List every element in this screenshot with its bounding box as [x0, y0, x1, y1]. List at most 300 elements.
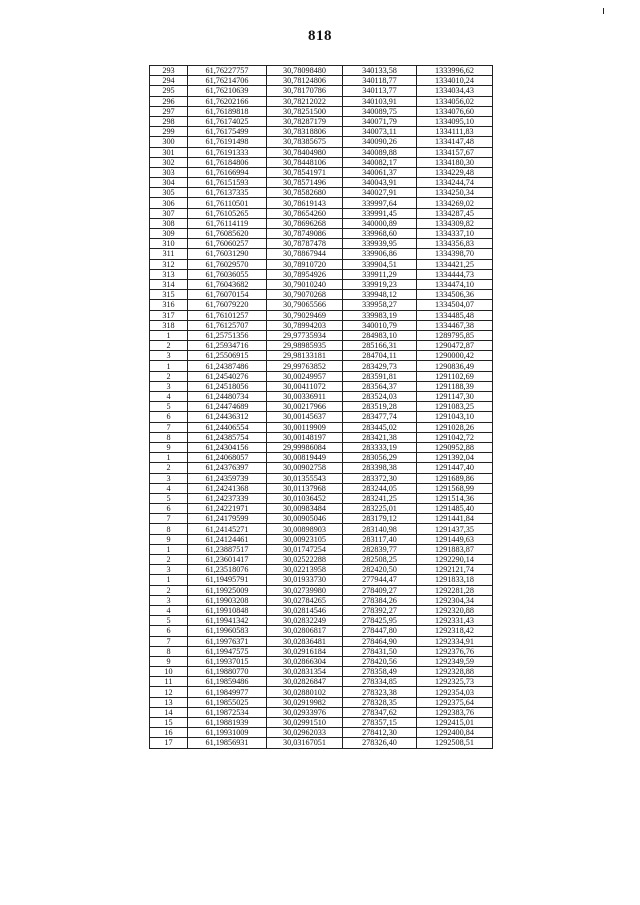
- table-row: [150, 137, 493, 147]
- x-coordinate-cell: 340133,58: [343, 66, 417, 76]
- y-coordinate-cell: 1334269,02: [417, 198, 493, 208]
- point-number-cell: 2: [150, 371, 188, 381]
- table-row: [150, 86, 493, 96]
- x-coordinate-cell: 283244,05: [343, 483, 417, 493]
- table-row: [150, 493, 493, 503]
- longitude-cell: 30,78954926: [267, 269, 343, 279]
- point-number-cell: 317: [150, 310, 188, 320]
- latitude-cell: 61,25506915: [188, 351, 267, 361]
- latitude-cell: 61,19881939: [188, 718, 267, 728]
- x-coordinate-cell: 278323,38: [343, 687, 417, 697]
- x-coordinate-cell: 278409,27: [343, 585, 417, 595]
- longitude-cell: 30,78619143: [267, 198, 343, 208]
- point-number-cell: 6: [150, 504, 188, 514]
- longitude-cell: 30,02991510: [267, 718, 343, 728]
- table-row: [150, 330, 493, 340]
- y-coordinate-cell: 1291147,30: [417, 392, 493, 402]
- longitude-cell: 30,02213958: [267, 565, 343, 575]
- table-row: [150, 707, 493, 717]
- table-row: [150, 565, 493, 575]
- point-number-cell: 1: [150, 361, 188, 371]
- point-number-cell: 9: [150, 442, 188, 452]
- x-coordinate-cell: 339906,86: [343, 249, 417, 259]
- point-number-cell: 315: [150, 290, 188, 300]
- longitude-cell: 30,02832249: [267, 616, 343, 626]
- y-coordinate-cell: 1291883,87: [417, 544, 493, 554]
- table-row: [150, 239, 493, 249]
- point-number-cell: 5: [150, 402, 188, 412]
- x-coordinate-cell: 340000,89: [343, 218, 417, 228]
- x-coordinate-cell: 278328,35: [343, 697, 417, 707]
- point-number-cell: 300: [150, 137, 188, 147]
- x-coordinate-cell: 340118,77: [343, 76, 417, 86]
- x-coordinate-cell: 340027,91: [343, 188, 417, 198]
- table-row: [150, 361, 493, 371]
- x-coordinate-cell: 278412,30: [343, 728, 417, 738]
- table-row: [150, 198, 493, 208]
- y-coordinate-cell: 1334398,70: [417, 249, 493, 259]
- latitude-cell: 61,76137335: [188, 188, 267, 198]
- latitude-cell: 61,76210639: [188, 86, 267, 96]
- y-coordinate-cell: 1334444,73: [417, 269, 493, 279]
- table-row: [150, 269, 493, 279]
- table-row: [150, 116, 493, 126]
- table-row: [150, 453, 493, 463]
- latitude-cell: 61,19880770: [188, 667, 267, 677]
- latitude-cell: 61,24376397: [188, 463, 267, 473]
- y-coordinate-cell: 1292415,01: [417, 718, 493, 728]
- x-coordinate-cell: 339919,23: [343, 279, 417, 289]
- table-row: [150, 463, 493, 473]
- table-row: [150, 514, 493, 524]
- longitude-cell: 30,01137968: [267, 483, 343, 493]
- table-row: [150, 147, 493, 157]
- longitude-cell: 30,78910720: [267, 259, 343, 269]
- longitude-cell: 30,78541971: [267, 167, 343, 177]
- y-coordinate-cell: 1333996,62: [417, 66, 493, 76]
- longitude-cell: 30,78212022: [267, 96, 343, 106]
- x-coordinate-cell: 282508,25: [343, 555, 417, 565]
- longitude-cell: 30,78170786: [267, 86, 343, 96]
- y-coordinate-cell: 1334147,48: [417, 137, 493, 147]
- x-coordinate-cell: 339948,12: [343, 290, 417, 300]
- latitude-cell: 61,19855025: [188, 697, 267, 707]
- table-row: [150, 412, 493, 422]
- table-row: [150, 432, 493, 442]
- table-row: [150, 167, 493, 177]
- point-number-cell: 9: [150, 534, 188, 544]
- longitude-cell: 30,78867944: [267, 249, 343, 259]
- latitude-cell: 61,24068057: [188, 453, 267, 463]
- point-number-cell: 310: [150, 239, 188, 249]
- y-coordinate-cell: 1292318,42: [417, 626, 493, 636]
- longitude-cell: 30,02826847: [267, 677, 343, 687]
- table-row: [150, 504, 493, 514]
- x-coordinate-cell: 278326,40: [343, 738, 417, 748]
- point-number-cell: 13: [150, 697, 188, 707]
- y-coordinate-cell: 1291449,63: [417, 534, 493, 544]
- y-coordinate-cell: 1334506,36: [417, 290, 493, 300]
- latitude-cell: 61,76202166: [188, 96, 267, 106]
- table-row: [150, 544, 493, 554]
- y-coordinate-cell: 1291447,40: [417, 463, 493, 473]
- point-number-cell: 5: [150, 616, 188, 626]
- longitude-cell: 30,00249957: [267, 371, 343, 381]
- y-coordinate-cell: 1292334,91: [417, 636, 493, 646]
- latitude-cell: 61,19859486: [188, 677, 267, 687]
- longitude-cell: 30,78448106: [267, 157, 343, 167]
- latitude-cell: 61,19937015: [188, 656, 267, 666]
- longitude-cell: 30,02916184: [267, 646, 343, 656]
- point-number-cell: 17: [150, 738, 188, 748]
- x-coordinate-cell: 340061,37: [343, 167, 417, 177]
- coordinates-table: [149, 65, 493, 749]
- point-number-cell: 312: [150, 259, 188, 269]
- table-row: [150, 605, 493, 615]
- y-coordinate-cell: 1292281,28: [417, 585, 493, 595]
- x-coordinate-cell: 283056,29: [343, 453, 417, 463]
- y-coordinate-cell: 1292325,73: [417, 677, 493, 687]
- table-row: [150, 371, 493, 381]
- y-coordinate-cell: 1334010,24: [417, 76, 493, 86]
- longitude-cell: 30,02962033: [267, 728, 343, 738]
- x-coordinate-cell: 283591,81: [343, 371, 417, 381]
- table-row: [150, 402, 493, 412]
- table-row: [150, 157, 493, 167]
- longitude-cell: 30,78318806: [267, 127, 343, 137]
- table-row: [150, 320, 493, 330]
- x-coordinate-cell: 340082,17: [343, 157, 417, 167]
- table-row: [150, 259, 493, 269]
- longitude-cell: 30,02880102: [267, 687, 343, 697]
- latitude-cell: 61,25751356: [188, 330, 267, 340]
- longitude-cell: 30,79065566: [267, 300, 343, 310]
- table-row: [150, 188, 493, 198]
- y-coordinate-cell: 1334180,30: [417, 157, 493, 167]
- point-number-cell: 8: [150, 524, 188, 534]
- y-coordinate-cell: 1292290,14: [417, 555, 493, 565]
- latitude-cell: 61,24145271: [188, 524, 267, 534]
- x-coordinate-cell: 283241,25: [343, 493, 417, 503]
- y-coordinate-cell: 1292400,84: [417, 728, 493, 738]
- latitude-cell: 61,76114119: [188, 218, 267, 228]
- x-coordinate-cell: 339991,45: [343, 208, 417, 218]
- point-number-cell: 316: [150, 300, 188, 310]
- longitude-cell: 30,02933976: [267, 707, 343, 717]
- longitude-cell: 30,00983484: [267, 504, 343, 514]
- table-row: [150, 738, 493, 748]
- point-number-cell: 1: [150, 575, 188, 585]
- point-number-cell: 3: [150, 473, 188, 483]
- x-coordinate-cell: 278431,50: [343, 646, 417, 656]
- latitude-cell: 61,76101257: [188, 310, 267, 320]
- table-row: [150, 616, 493, 626]
- longitude-cell: 30,00819449: [267, 453, 343, 463]
- y-coordinate-cell: 1334111,83: [417, 127, 493, 137]
- y-coordinate-cell: 1291833,18: [417, 575, 493, 585]
- point-number-cell: 293: [150, 66, 188, 76]
- latitude-cell: 61,76175499: [188, 127, 267, 137]
- table-row: [150, 381, 493, 391]
- longitude-cell: 30,01933730: [267, 575, 343, 585]
- longitude-cell: 30,00119909: [267, 422, 343, 432]
- x-coordinate-cell: 339958,27: [343, 300, 417, 310]
- longitude-cell: 30,00923105: [267, 534, 343, 544]
- x-coordinate-cell: 283519,28: [343, 402, 417, 412]
- point-number-cell: 303: [150, 167, 188, 177]
- longitude-cell: 30,02836481: [267, 636, 343, 646]
- x-coordinate-cell: 283179,12: [343, 514, 417, 524]
- point-number-cell: 318: [150, 320, 188, 330]
- longitude-cell: 30,78098480: [267, 66, 343, 76]
- latitude-cell: 61,76214706: [188, 76, 267, 86]
- table-row: [150, 96, 493, 106]
- x-coordinate-cell: 339983,19: [343, 310, 417, 320]
- point-number-cell: 3: [150, 565, 188, 575]
- point-number-cell: 2: [150, 463, 188, 473]
- longitude-cell: 30,78994203: [267, 320, 343, 330]
- x-coordinate-cell: 278334,85: [343, 677, 417, 687]
- latitude-cell: 61,76105265: [188, 208, 267, 218]
- y-coordinate-cell: 1334309,82: [417, 218, 493, 228]
- table-row: [150, 677, 493, 687]
- point-number-cell: 14: [150, 707, 188, 717]
- y-coordinate-cell: 1291028,26: [417, 422, 493, 432]
- x-coordinate-cell: 283524,03: [343, 392, 417, 402]
- point-number-cell: 296: [150, 96, 188, 106]
- table-row: [150, 208, 493, 218]
- y-coordinate-cell: 1290836,49: [417, 361, 493, 371]
- x-coordinate-cell: 282839,77: [343, 544, 417, 554]
- point-number-cell: 5: [150, 493, 188, 503]
- x-coordinate-cell: 339997,64: [343, 198, 417, 208]
- point-number-cell: 2: [150, 585, 188, 595]
- latitude-cell: 61,19910848: [188, 605, 267, 615]
- y-coordinate-cell: 1334337,10: [417, 229, 493, 239]
- y-coordinate-cell: 1334485,48: [417, 310, 493, 320]
- y-coordinate-cell: 1292376,76: [417, 646, 493, 656]
- latitude-cell: 61,76191498: [188, 137, 267, 147]
- longitude-cell: 30,00336911: [267, 392, 343, 402]
- point-number-cell: 4: [150, 605, 188, 615]
- x-coordinate-cell: 283421,38: [343, 432, 417, 442]
- latitude-cell: 61,76125707: [188, 320, 267, 330]
- point-number-cell: 294: [150, 76, 188, 86]
- point-number-cell: 1: [150, 544, 188, 554]
- point-number-cell: 10: [150, 667, 188, 677]
- longitude-cell: 30,78696268: [267, 218, 343, 228]
- table-row: [150, 351, 493, 361]
- y-coordinate-cell: 1334250,34: [417, 188, 493, 198]
- y-coordinate-cell: 1292383,76: [417, 707, 493, 717]
- y-coordinate-cell: 1334467,38: [417, 320, 493, 330]
- longitude-cell: 30,78749086: [267, 229, 343, 239]
- y-coordinate-cell: 1334034,43: [417, 86, 493, 96]
- latitude-cell: 61,76031290: [188, 249, 267, 259]
- point-number-cell: 6: [150, 626, 188, 636]
- table-row: [150, 483, 493, 493]
- y-coordinate-cell: 1334356,83: [417, 239, 493, 249]
- latitude-cell: 61,19931009: [188, 728, 267, 738]
- y-coordinate-cell: 1291441,84: [417, 514, 493, 524]
- point-number-cell: 301: [150, 147, 188, 157]
- y-coordinate-cell: 1291083,25: [417, 402, 493, 412]
- latitude-cell: 61,24436312: [188, 412, 267, 422]
- latitude-cell: 61,19856931: [188, 738, 267, 748]
- x-coordinate-cell: 339939,95: [343, 239, 417, 249]
- point-number-cell: 7: [150, 514, 188, 524]
- latitude-cell: 61,19947575: [188, 646, 267, 656]
- table-row: [150, 687, 493, 697]
- latitude-cell: 61,76227757: [188, 66, 267, 76]
- y-coordinate-cell: 1334287,45: [417, 208, 493, 218]
- longitude-cell: 30,78251500: [267, 106, 343, 116]
- latitude-cell: 61,76029570: [188, 259, 267, 269]
- y-coordinate-cell: 1334421,25: [417, 259, 493, 269]
- x-coordinate-cell: 283333,19: [343, 442, 417, 452]
- longitude-cell: 29,99763852: [267, 361, 343, 371]
- x-coordinate-cell: 278464,90: [343, 636, 417, 646]
- table-row: [150, 178, 493, 188]
- table-row: [150, 249, 493, 259]
- point-number-cell: 8: [150, 432, 188, 442]
- latitude-cell: 61,24359739: [188, 473, 267, 483]
- table-row: [150, 290, 493, 300]
- x-coordinate-cell: 339911,29: [343, 269, 417, 279]
- y-coordinate-cell: 1290472,87: [417, 341, 493, 351]
- table-row: [150, 422, 493, 432]
- latitude-cell: 61,19941342: [188, 616, 267, 626]
- point-number-cell: 3: [150, 351, 188, 361]
- point-number-cell: 305: [150, 188, 188, 198]
- table-row: [150, 534, 493, 544]
- longitude-cell: 30,00905046: [267, 514, 343, 524]
- table-row: [150, 473, 493, 483]
- longitude-cell: 30,00898903: [267, 524, 343, 534]
- point-number-cell: 306: [150, 198, 188, 208]
- point-number-cell: 297: [150, 106, 188, 116]
- longitude-cell: 30,01036452: [267, 493, 343, 503]
- y-coordinate-cell: 1334504,07: [417, 300, 493, 310]
- latitude-cell: 61,24518056: [188, 381, 267, 391]
- x-coordinate-cell: 278358,49: [343, 667, 417, 677]
- longitude-cell: 30,02919982: [267, 697, 343, 707]
- y-coordinate-cell: 1291188,39: [417, 381, 493, 391]
- x-coordinate-cell: 340073,11: [343, 127, 417, 137]
- table-row: [150, 585, 493, 595]
- latitude-cell: 61,76189818: [188, 106, 267, 116]
- latitude-cell: 61,24304156: [188, 442, 267, 452]
- x-coordinate-cell: 283140,98: [343, 524, 417, 534]
- latitude-cell: 61,24480734: [188, 392, 267, 402]
- latitude-cell: 61,76174025: [188, 116, 267, 126]
- point-number-cell: 9: [150, 656, 188, 666]
- latitude-cell: 61,25934716: [188, 341, 267, 351]
- latitude-cell: 61,24241368: [188, 483, 267, 493]
- y-coordinate-cell: 1334244,74: [417, 178, 493, 188]
- y-coordinate-cell: 1292304,34: [417, 595, 493, 605]
- point-number-cell: 299: [150, 127, 188, 137]
- y-coordinate-cell: 1334229,48: [417, 167, 493, 177]
- longitude-cell: 29,98133181: [267, 351, 343, 361]
- x-coordinate-cell: 283564,37: [343, 381, 417, 391]
- x-coordinate-cell: 277944,47: [343, 575, 417, 585]
- table-row: [150, 697, 493, 707]
- table-row: [150, 76, 493, 86]
- latitude-cell: 61,76079220: [188, 300, 267, 310]
- x-coordinate-cell: 283398,38: [343, 463, 417, 473]
- table-row: [150, 218, 493, 228]
- point-number-cell: 304: [150, 178, 188, 188]
- latitude-cell: 61,76191333: [188, 147, 267, 157]
- longitude-cell: 30,02784265: [267, 595, 343, 605]
- table-row: [150, 341, 493, 351]
- y-coordinate-cell: 1334157,67: [417, 147, 493, 157]
- table-row: [150, 575, 493, 585]
- table-row: [150, 524, 493, 534]
- point-number-cell: 313: [150, 269, 188, 279]
- point-number-cell: 314: [150, 279, 188, 289]
- y-coordinate-cell: 1292121,74: [417, 565, 493, 575]
- y-coordinate-cell: 1291514,36: [417, 493, 493, 503]
- latitude-cell: 61,76070154: [188, 290, 267, 300]
- y-coordinate-cell: 1292508,51: [417, 738, 493, 748]
- latitude-cell: 61,19976371: [188, 636, 267, 646]
- page-number: 818: [308, 28, 332, 44]
- point-number-cell: 7: [150, 636, 188, 646]
- point-number-cell: 298: [150, 116, 188, 126]
- x-coordinate-cell: 340113,77: [343, 86, 417, 96]
- latitude-cell: 61,19495791: [188, 575, 267, 585]
- point-number-cell: 2: [150, 555, 188, 565]
- x-coordinate-cell: 283117,40: [343, 534, 417, 544]
- longitude-cell: 30,79029469: [267, 310, 343, 320]
- longitude-cell: 30,79010240: [267, 279, 343, 289]
- longitude-cell: 30,78582680: [267, 188, 343, 198]
- x-coordinate-cell: 278392,27: [343, 605, 417, 615]
- point-number-cell: 15: [150, 718, 188, 728]
- point-number-cell: 2: [150, 341, 188, 351]
- x-coordinate-cell: 340090,26: [343, 137, 417, 147]
- x-coordinate-cell: 278447,80: [343, 626, 417, 636]
- y-coordinate-cell: 1291392,04: [417, 453, 493, 463]
- latitude-cell: 61,76110501: [188, 198, 267, 208]
- table-row: [150, 106, 493, 116]
- longitude-cell: 30,00148197: [267, 432, 343, 442]
- latitude-cell: 61,19903208: [188, 595, 267, 605]
- latitude-cell: 61,76085620: [188, 229, 267, 239]
- table-row: [150, 442, 493, 452]
- point-number-cell: 16: [150, 728, 188, 738]
- longitude-cell: 30,78571496: [267, 178, 343, 188]
- point-number-cell: 295: [150, 86, 188, 96]
- x-coordinate-cell: 283225,01: [343, 504, 417, 514]
- latitude-cell: 61,24385754: [188, 432, 267, 442]
- x-coordinate-cell: 278347,62: [343, 707, 417, 717]
- table-row: [150, 392, 493, 402]
- latitude-cell: 61,19960583: [188, 626, 267, 636]
- longitude-cell: 30,00217966: [267, 402, 343, 412]
- latitude-cell: 61,19849977: [188, 687, 267, 697]
- x-coordinate-cell: 278357,15: [343, 718, 417, 728]
- x-coordinate-cell: 285166,31: [343, 341, 417, 351]
- latitude-cell: 61,24179599: [188, 514, 267, 524]
- point-number-cell: 3: [150, 595, 188, 605]
- table-row: [150, 300, 493, 310]
- y-coordinate-cell: 1291689,86: [417, 473, 493, 483]
- longitude-cell: 30,02831354: [267, 667, 343, 677]
- point-number-cell: 311: [150, 249, 188, 259]
